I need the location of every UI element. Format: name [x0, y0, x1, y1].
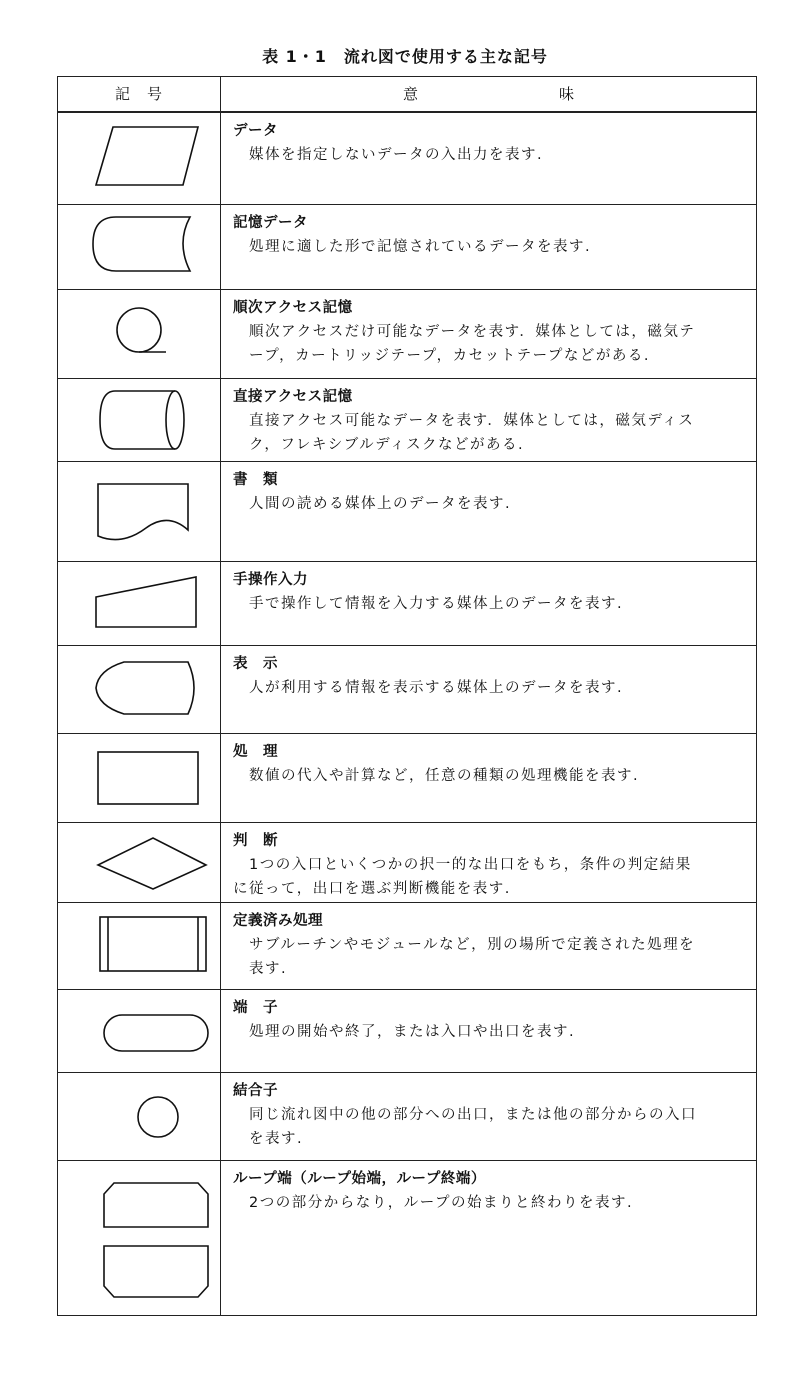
predefined-process-icon [58, 903, 220, 989]
table-row [58, 1161, 758, 1315]
symbol-description: 手で操作して情報を入力する媒体上のデータを表す. [249, 596, 624, 612]
data-parallelogram-icon [58, 113, 220, 204]
symbol-description: 1つの入口といくつかの択一的な出口をもち，条件の判定結果 [249, 857, 692, 873]
symbol-name: 記憶データ [233, 215, 308, 231]
table-row [58, 823, 758, 902]
table-row [58, 990, 758, 1072]
symbol-description: 処理の開始や終了，または入口や出口を表す. [249, 1024, 576, 1040]
symbol-name: 表 示 [233, 656, 278, 672]
symbol-name: 手操作入力 [233, 572, 308, 588]
display-icon [58, 646, 220, 733]
symbol-name: 順次アクセス記憶 [233, 300, 353, 316]
symbol-name: 結合子 [233, 1083, 278, 1099]
table-row [58, 379, 758, 461]
table-caption: 表 1・1 流れ図で使用する主な記号 [262, 47, 548, 66]
table-row [58, 646, 758, 733]
connector-circle-icon [58, 1073, 220, 1160]
table-row [58, 205, 758, 289]
symbol-name: 判 断 [233, 833, 278, 849]
decision-diamond-icon [58, 823, 220, 902]
header-symbol: 記 号 [114, 85, 163, 103]
flowchart-symbols-table [57, 76, 757, 1316]
symbol-description-cont: 表す. [249, 961, 288, 977]
process-rectangle-icon [58, 734, 220, 822]
header-meaning-2: 味 [559, 85, 576, 103]
symbol-description: 数値の代入や計算など，任意の種類の処理機能を表す. [249, 768, 640, 784]
table-row [58, 1073, 758, 1160]
terminator-icon [58, 990, 220, 1072]
symbol-description: 同じ流れ図中の他の部分への出口，または他の部分からの入口 [249, 1107, 697, 1123]
symbol-name: 処 理 [233, 744, 278, 760]
table-row [58, 903, 758, 989]
sequential-access-storage-icon [58, 290, 220, 378]
header-meaning-1: 意 [402, 85, 419, 103]
symbol-description: 直接アクセス可能なデータを表す．媒体としては，磁気ディス [249, 413, 695, 429]
symbol-description-cont: に従って，出口を選ぶ判断機能を表す. [233, 881, 511, 897]
symbol-description: 処理に適した形で記憶されているデータを表す. [249, 239, 592, 255]
header-meaning [221, 77, 757, 111]
symbol-name: 直接アクセス記憶 [233, 389, 353, 405]
manual-input-icon [58, 562, 220, 645]
table-row [58, 462, 758, 561]
symbol-name: 書 類 [233, 472, 278, 488]
symbol-description: 媒体を指定しないデータの入出力を表す. [249, 147, 544, 163]
direct-access-storage-icon [58, 379, 220, 461]
symbol-description: 人が利用する情報を表示する媒体上のデータを表す. [249, 680, 624, 696]
symbol-name: 端 子 [233, 1000, 278, 1016]
symbol-description: 人間の読める媒体上のデータを表す. [249, 496, 512, 512]
symbol-description-cont: ープ，カートリッジテープ，カセットテープなどがある. [249, 348, 651, 364]
table-row [58, 290, 758, 378]
symbol-name: 定義済み処理 [233, 913, 323, 929]
symbol-description-cont: を表す. [249, 1131, 304, 1147]
loop-limit-icon [58, 1161, 220, 1315]
stored-data-icon [58, 205, 220, 289]
table-row [58, 734, 758, 822]
symbol-description: サブルーチンやモジュールなど，別の場所で定義された処理を [249, 937, 696, 953]
symbol-name: ループ端（ループ始端，ループ終端） [233, 1171, 486, 1187]
symbol-name: データ [233, 123, 278, 139]
document-icon [58, 462, 220, 561]
table-row [58, 113, 758, 204]
symbol-description: 2つの部分からなり，ループの始まりと終わりを表す. [249, 1195, 634, 1211]
symbol-description: 順次アクセスだけ可能なデータを表す．媒体としては，磁気テ [249, 324, 696, 340]
symbol-description-cont: ク，フレキシブルディスクなどがある. [249, 437, 525, 453]
table-row [58, 562, 758, 645]
